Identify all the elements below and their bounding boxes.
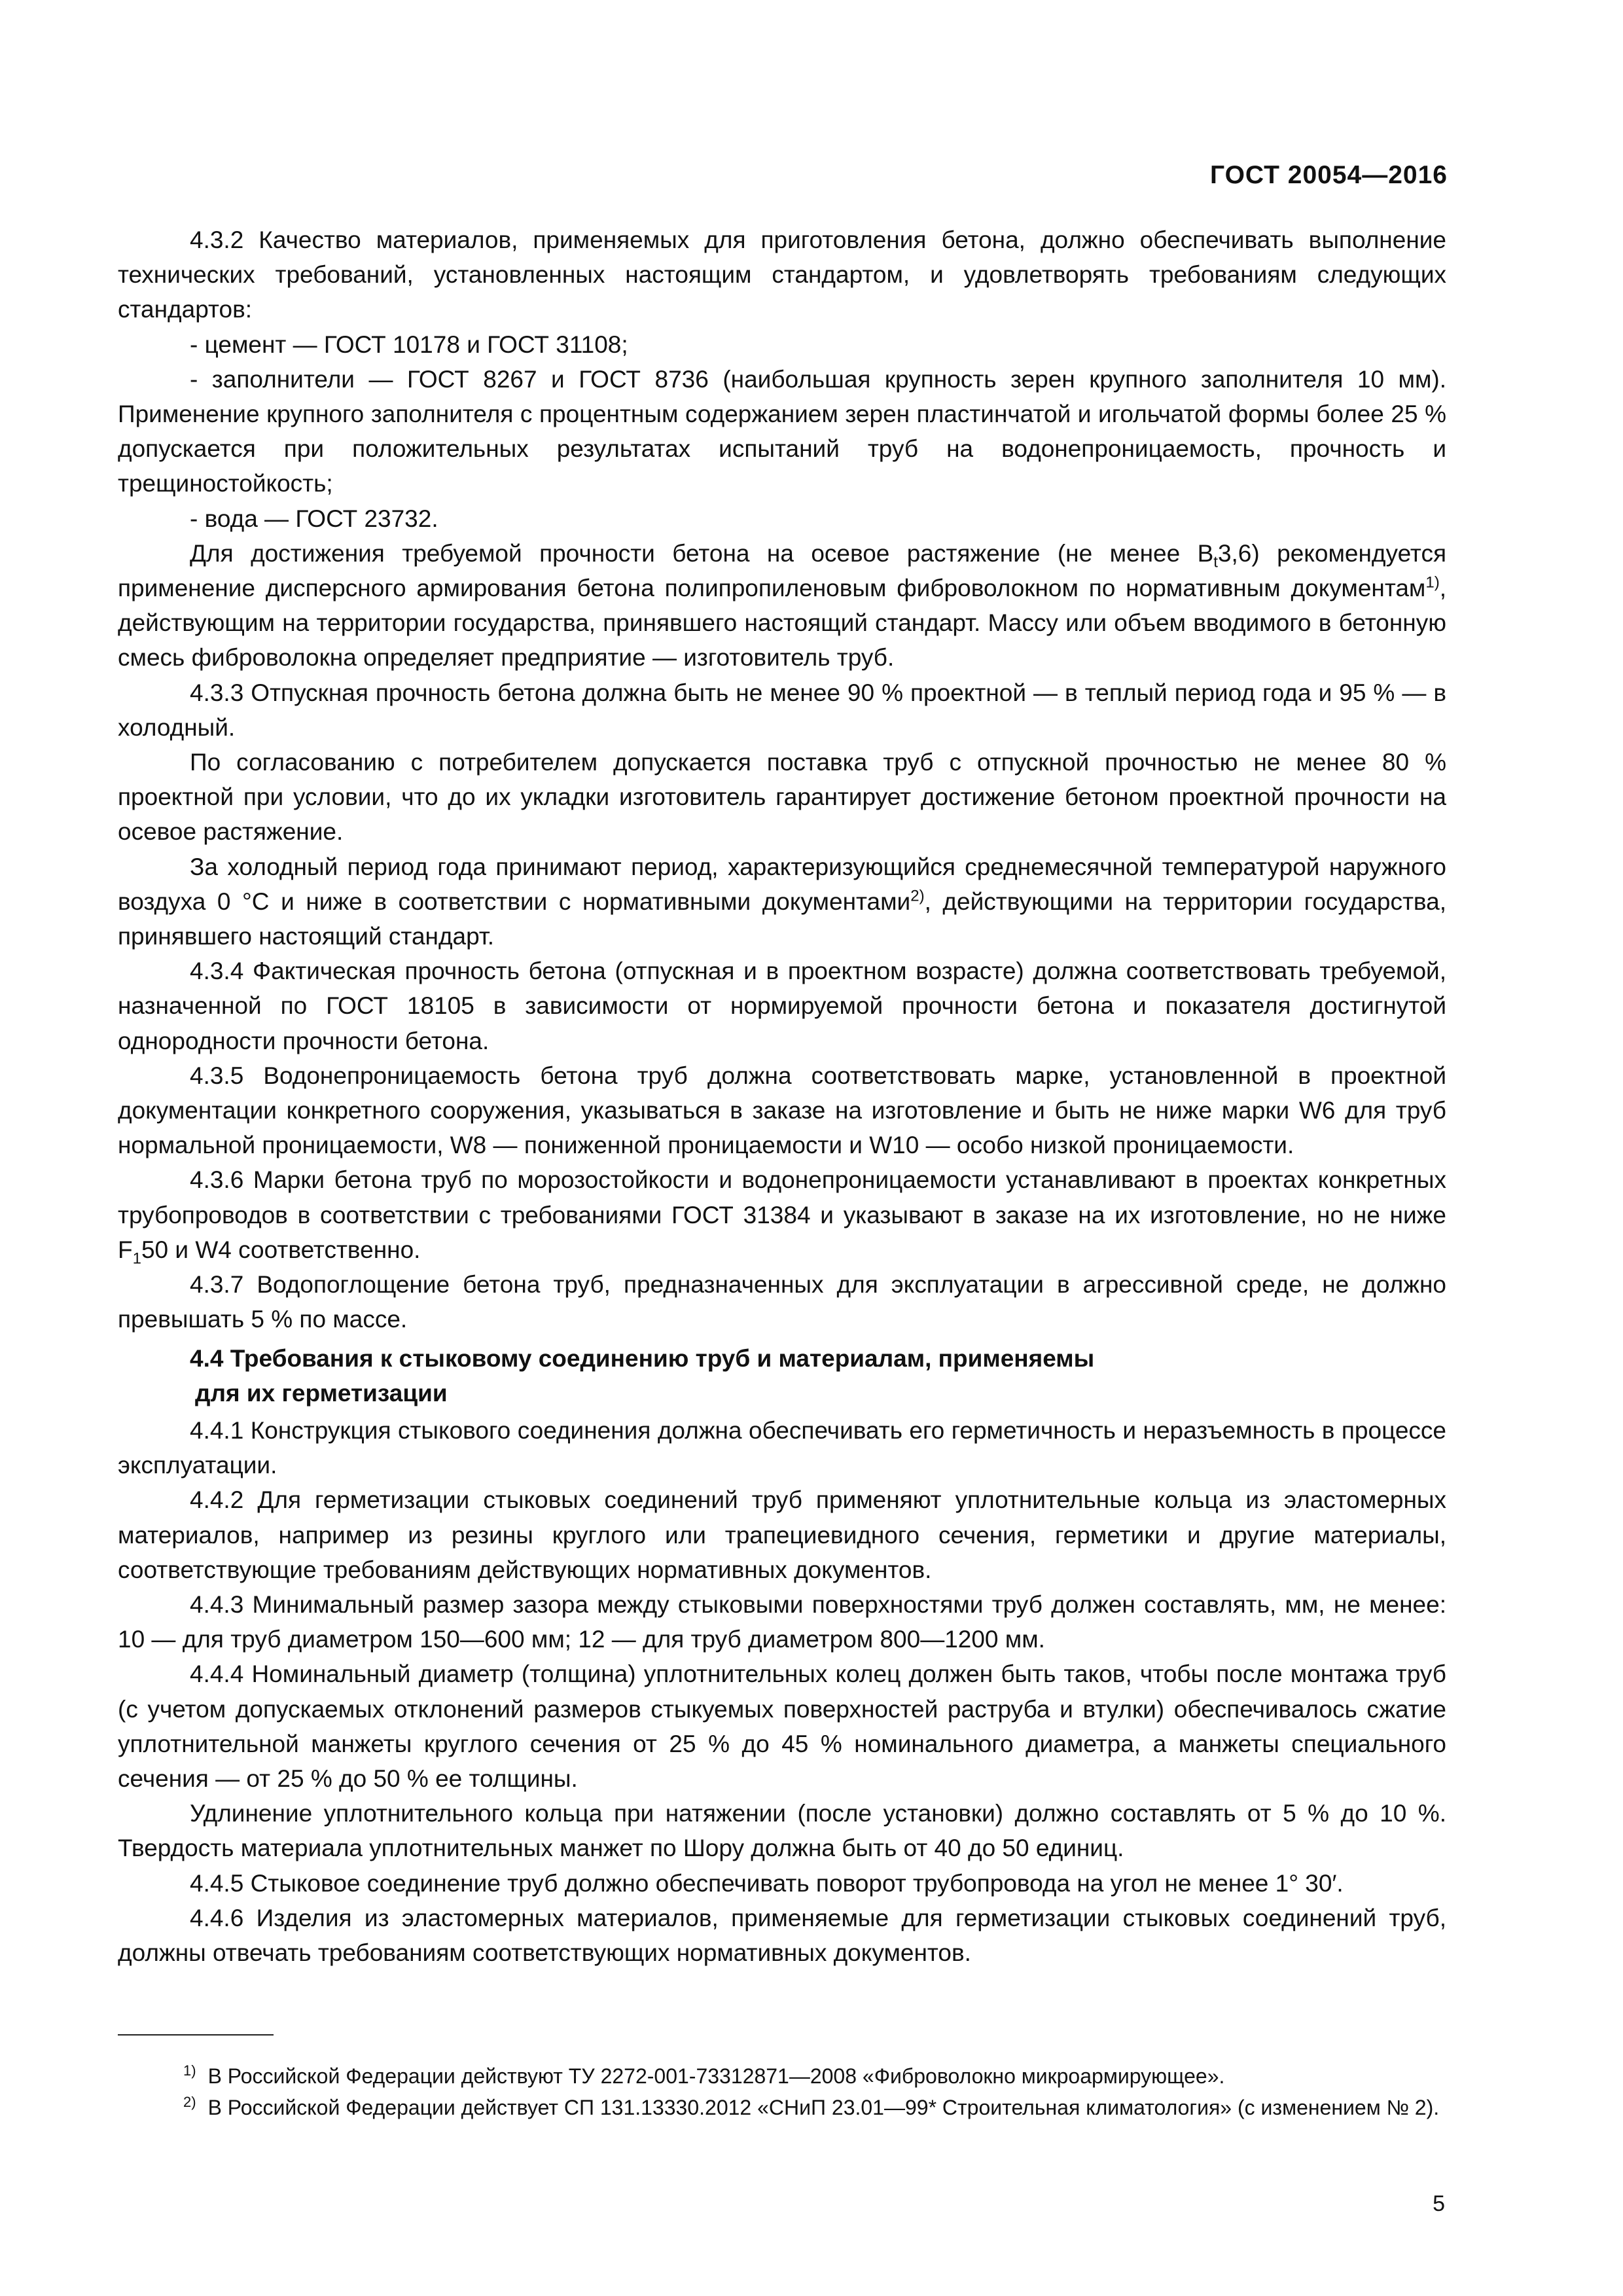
paragraph-4-4-5: 4.4.5 Стыковое соединение труб должно обеспечивать поворот трубопровода на угол не менее 1° 30′. [190, 1869, 1344, 1897]
paragraph-elongation: Удлинение уплотнительного кольца при натяжении (после установки) должно составлять от 5 % до 10 %. Твердость материала уплотнительных манжет по Шору должна быть от 40 до 50 единиц. [118, 1800, 1446, 1862]
paragraph-fiber-reinforcement [118, 536, 1446, 675]
list-item-aggregates: - заполнители — ГОСТ 8267 и ГОСТ 8736 (наибольшая крупность зерен крупного заполнителя 10 мм). Применение крупного заполнителя с процентным содержанием зерен пластинчатой и игольчатой формы более 25 % допускается при положительных результатах испытаний труб на водонепроницаемость, прочность и трещиностойкость; [118, 365, 1446, 497]
heading-line: 4.4 Требования к стыковому соединению труб и материалам, применяемы [190, 1344, 1095, 1372]
paragraph-4-4-2: 4.4.2 Для герметизации стыковых соединений труб применяют уплотнительные кольца из эластомерных материалов, например из резины круглого или трапециевидного сечения, герметики и другие материалы, соответствующие требованиям действующих нормативных документов. [118, 1486, 1446, 1583]
list-item-cement: - цемент — ГОСТ 10178 и ГОСТ 31108; [190, 331, 628, 358]
paragraph-4-4-1: 4.4.1 Конструкция стыкового соединения должна обеспечивать его герметичность и неразъемность в процессе эксплуатации. [118, 1416, 1446, 1479]
footnotes [118, 2060, 1446, 2123]
footnote-ref-1: 1) [1425, 573, 1440, 592]
subscript: 1 [132, 1249, 141, 1268]
footnote-mark: 2) [183, 2094, 196, 2111]
paragraph-4-3-5: 4.3.5 Водонепроницаемость бетона труб должна соответствовать марке, установленной в проектной документации конкретного сооружения, указываться в заказе на изготовление и быть не ниже марки W6 для труб нормальной проницаемости, W8 — пониженной проницаемости и W10 — особо низкой проницаемости. [118, 1062, 1446, 1159]
paragraph-4-3-7: 4.3.7 Водопоглощение бетона труб, предназначенных для эксплуатации в агрессивной среде, не должно превышать 5 % по массе. [118, 1271, 1446, 1333]
subscript: t [1213, 553, 1218, 571]
paragraph-4-4-3: 4.4.3 Минимальный размер зазора между стыковыми поверхностями труб должен составлять, мм, не менее: 10 — для труб диаметром 150—600 мм; 12 — для труб диаметром 800—1200 мм. [118, 1590, 1446, 1653]
heading-line: для их герметизации [195, 1379, 448, 1407]
paragraph-4-4-6: 4.4.6 Изделия из эластомерных материалов, применяемые для герметизации стыковых соединений труб, должны отвечать требованиям соответствующих нормативных документов. [118, 1904, 1446, 1966]
paragraph-4-3-3: 4.3.3 Отпускная прочность бетона должна быть не менее 90 % проектной — в теплый период года и 95 % — в холодный. [118, 679, 1446, 741]
footnote [118, 2092, 1446, 2123]
text-run: 3,6) рекомендуется применение дисперсного армирования бетона полипропиленовым фиброволокном по нормативным документам [118, 539, 1446, 602]
footnote-text: В Российской Федерации действует СП 131.13330.2012 «СНиП 23.01—99* Строительная климатология» (с изменением № 2). [207, 2096, 1440, 2119]
text-run: За холодный период года принимают период, характеризующийся среднемесячной температурой наружного воздуха 0 °С и ниже в соответствии с нормативными документами [118, 853, 1446, 915]
footnote-ref-2: 2) [910, 887, 925, 905]
document-header: ГОСТ 20054—2016 [1210, 161, 1448, 189]
paragraph-4-3-6 [118, 1162, 1446, 1267]
text-run: 50 и W4 соответственно. [141, 1236, 421, 1263]
section-heading-4-4 [118, 1341, 1446, 1410]
paragraph-agreement: По согласованию с потребителем допускается поставка труб с отпускной прочностью не менее 80 % проектной при условии, что до их укладки изготовитель гарантирует достижение бетоном проектной прочности на осевое растяжение. [118, 749, 1446, 846]
paragraph-4-3-4: 4.3.4 Фактическая прочность бетона (отпускная и в проектном возрасте) должна соответствовать требуемой, назначенной по ГОСТ 18105 в зависимости от нормируемой прочности бетона и показателя достигнутой однородности прочности бетона. [118, 958, 1446, 1054]
text-run: , действующим на территории государства, принявшего настоящий стандарт. Массу или объем вводимого в бетонную смесь фиброволокна определяет предприятие — изготовитель труб. [118, 575, 1446, 672]
footnote-text: В Российской Федерации действуют ТУ 2272-001-73312871—2008 «Фиброволокно микроармирующее». [207, 2064, 1225, 2088]
text-run: 4.3.6 Марки бетона труб по морозостойкости и водонепроницаемости устанавливают в проектах конкретных трубопроводов в соответствии с требованиями ГОСТ 31384 и указывают в заказе на их изготовление, но не ниже F [118, 1166, 1446, 1263]
paragraph-4-3-2: 4.3.2 Качество материалов, применяемых для приготовления бетона, должно обеспечивать выполнение технических требований, установленных настоящим стандартом, и удовлетворять требованиям следующих стандартов: [118, 226, 1446, 323]
paragraph-4-4-4: 4.4.4 Номинальный диаметр (толщина) уплотнительных колец должен быть таков, чтобы после монтажа труб (с учетом допускаемых отклонений размеров стыкуемых поверхностей раструба и втулки) обеспечивалось сжатие уплотнительной манжеты круглого сечения от 25 % до 45 % номинального диаметра, а манжеты специального сечения — от 25 % до 50 % ее толщины. [118, 1660, 1446, 1792]
footnote [118, 2060, 1446, 2092]
text-run: Для достижения требуемой прочности бетона на осевое растяжение (не менее B [190, 539, 1214, 567]
list-item-water: - вода — ГОСТ 23732. [190, 505, 438, 532]
footnote-mark: 1) [183, 2062, 196, 2079]
text-run: , действующими на территории государства, принявшего настоящий стандарт. [118, 888, 1446, 950]
page-number: 5 [1433, 2191, 1445, 2216]
document-body [118, 223, 1446, 1970]
paragraph-cold-period [118, 850, 1446, 954]
footnote-divider [118, 2034, 274, 2036]
